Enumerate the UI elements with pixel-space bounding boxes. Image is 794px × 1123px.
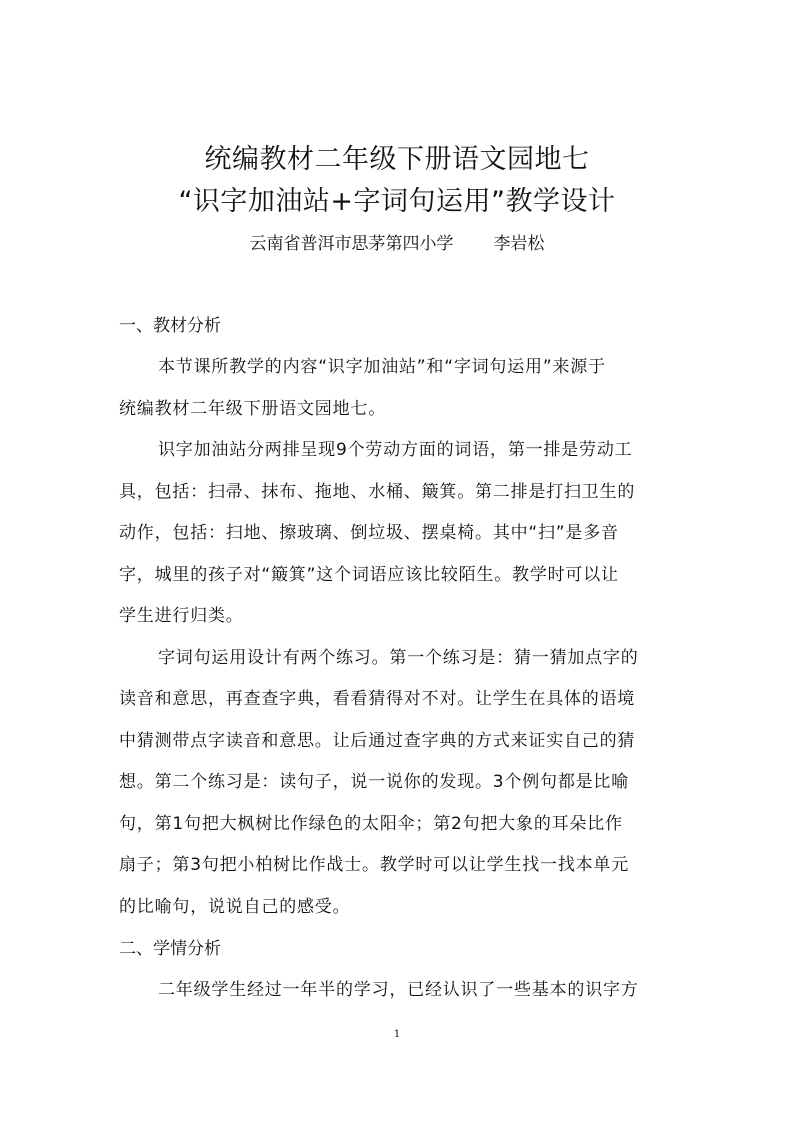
paragraph-line: 字，城里的孩子对“簸箕”这个词语应该比较陌生。教学时可以让 <box>119 565 619 585</box>
page-number: 1 <box>393 1029 401 1040</box>
paragraph-line: 识字加油站分两排呈现9个劳动方面的词语，第一排是劳动工 <box>158 440 633 460</box>
author-line <box>0 232 794 256</box>
document-title-line-2: “识字加油站+字词句运用”教学设计 <box>178 186 616 217</box>
paragraph-line: 想。第二个练习是：读句子，说一说你的发现。3个例句都是比喻 <box>119 772 630 792</box>
paragraph-line: 句，第1句把大枫树比作绿色的太阳伞；第2句把大象的耳朵比作 <box>119 814 623 834</box>
paragraph-line: 学生进行归类。 <box>119 606 244 626</box>
section-heading-textbook-analysis: 一、教材分析 <box>119 316 221 336</box>
paragraph-line: 读音和意思，再查查字典，看看猜得对不对。让学生在具体的语境 <box>119 689 636 709</box>
paragraph-line: 扇子；第3句把小柏树比作战士。教学时可以让学生找一找本单元 <box>119 855 630 875</box>
paragraph-line: 动作，包括：扫地、擦玻璃、倒垃圾、摆桌椅。其中“扫”是多音 <box>119 523 619 543</box>
paragraph-line: 二年级学生经过一年半的学习，已经认识了一些基本的识字方 <box>158 980 639 1000</box>
paragraph-line: 字词句运用设计有两个练习。第一个练习是：猜一猜加点字的 <box>158 648 639 668</box>
paragraph-line: 统编教材二年级下册语文园地七。 <box>119 399 386 419</box>
author-name: 李岩松 <box>493 234 545 254</box>
school-name: 云南省普洱市思茅第四小学 <box>249 234 454 254</box>
paragraph-line: 的比喻句，说说自己的感受。 <box>119 897 351 917</box>
paragraph-line: 中猜测带点字读音和意思。让后通过查字典的方式来证实自己的猜 <box>119 731 636 751</box>
paragraph-line: 具，包括：扫帚、抹布、拖地、水桶、簸箕。第二排是打扫卫生的 <box>119 482 636 502</box>
document-title-line-1: 统编教材二年级下册语文园地七 <box>204 144 590 175</box>
paragraph-line: 本节课所教学的内容“识字加油站”和“字词句运用”来源于 <box>158 357 606 377</box>
section-heading-learner-analysis: 二、学情分析 <box>119 939 221 959</box>
